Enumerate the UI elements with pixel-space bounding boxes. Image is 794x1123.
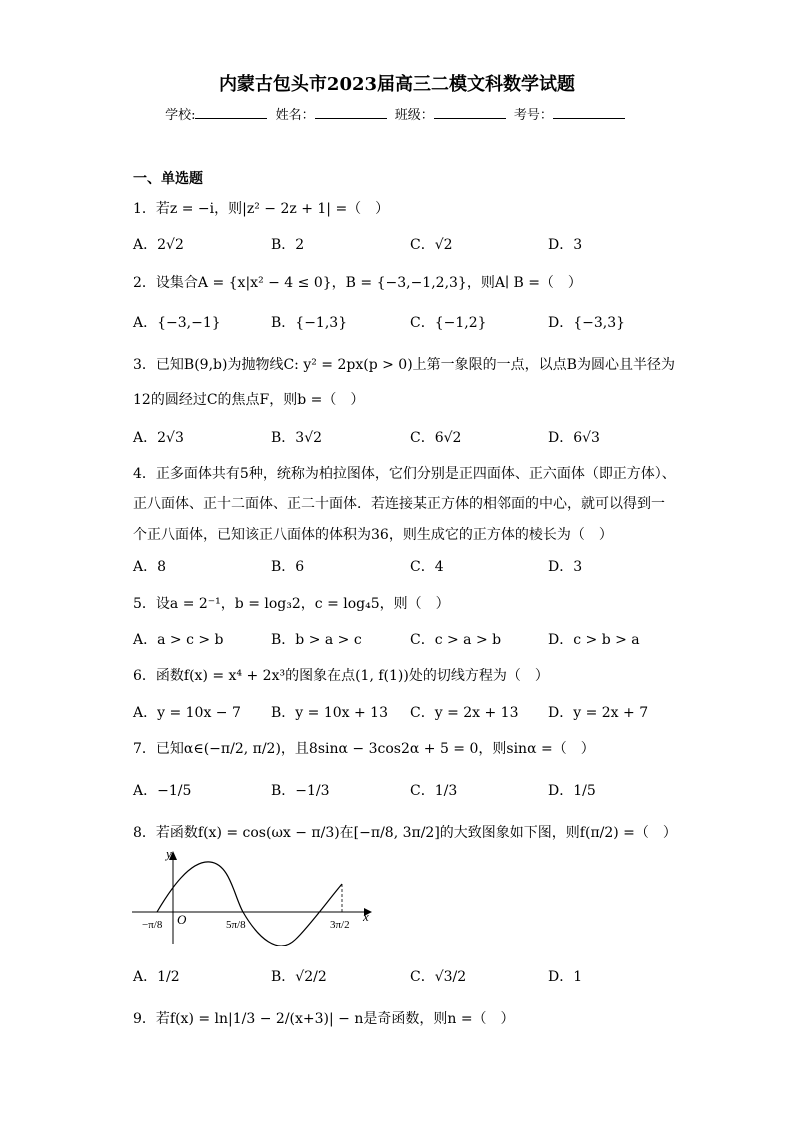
name-label: 姓名：: [275, 108, 315, 123]
option-d: D．3: [548, 559, 583, 575]
option-d: D．6√3: [548, 430, 600, 446]
option-a: A．−1/5: [133, 783, 192, 799]
option-b: B．b > a > c: [271, 632, 362, 648]
school-blank: [195, 106, 267, 119]
number-label: 考号：: [513, 108, 553, 123]
x-label: x: [363, 909, 369, 924]
name-blank: [315, 106, 387, 119]
question-4-line-2: 正八面体、正十二面体、正二十面体．若连接某正方体的相邻面的中心，就可以得到一: [133, 496, 665, 512]
option-a: A．2√2: [133, 237, 184, 253]
option-d: D．c > b > a: [548, 632, 640, 648]
option-a: A．1/2: [133, 969, 180, 985]
option-d: D．{−3,3}: [548, 315, 626, 331]
option-c: C．{−1,2}: [410, 315, 487, 331]
class-label: 班级：: [394, 108, 434, 123]
cosine-graph: [130, 846, 380, 946]
question-6: 6．函数f(x) = x⁴ + 2x³的图象在点(1, f(1))处的切线方程为（ ）: [133, 668, 549, 684]
option-c: C．√2: [410, 237, 453, 253]
option-d: D．3: [548, 237, 583, 253]
option-b: B．3√2: [271, 430, 323, 446]
question-5: 5．设a = 2⁻¹，b = log₃2，c = log₄5，则（ ）: [133, 596, 450, 612]
option-b: B．{−1,3}: [271, 315, 348, 331]
number-blank: [553, 106, 625, 119]
section-heading: 一、单选题: [133, 171, 203, 187]
student-info: [0, 104, 794, 123]
question-1: 1．若z = −i，则|z² − 2z + 1| =（ ）: [133, 201, 390, 217]
origin-label: O: [177, 912, 187, 927]
question-3-line-1: 3．已知B(9,b)为抛物线C: y² = 2px(p > 0)上第一象限的一点，以点B为圆心且半径为: [133, 357, 675, 373]
option-c: C．6√2: [410, 430, 462, 446]
question-7: 7．已知α∈(−π/2, π/2)，且8sinα − 3cos2α + 5 = 0，则sinα =（ ）: [133, 741, 595, 757]
y-label: y: [166, 846, 172, 861]
option-a: A．2√3: [133, 430, 184, 446]
class-blank: [434, 106, 506, 119]
option-a: A．{−3,−1}: [133, 315, 221, 331]
question-8: 8．若函数f(x) = cos(ωx − π/3)在[−π/8, 3π/2]的大致图象如下图，则f(π/2) =（ ）: [133, 825, 677, 841]
tick-3pi-2: 3π/2: [330, 919, 350, 931]
cosine-curve: [157, 862, 342, 946]
page-title: 内蒙古包头市2023届高三二模文科数学试题: [218, 74, 576, 95]
option-a: A．a > c > b: [133, 632, 224, 648]
tick-5pi-8: 5π/8: [226, 919, 246, 931]
option-c: C．√3/2: [410, 969, 467, 985]
option-c: C．4: [410, 559, 444, 575]
option-d: D．1/5: [548, 783, 596, 799]
option-c: C．c > a > b: [410, 632, 502, 648]
school-label: 学校:: [165, 108, 196, 123]
tick-neg-pi-8: −π/8: [142, 919, 163, 931]
option-b: B．y = 10x + 13: [271, 705, 388, 721]
option-a: A．y = 10x − 7: [133, 705, 241, 721]
option-d: D．y = 2x + 7: [548, 705, 649, 721]
option-b: B．6: [271, 559, 305, 575]
option-b: B．−1/3: [271, 783, 330, 799]
option-c: C．1/3: [410, 783, 458, 799]
option-b: B．2: [271, 237, 305, 253]
option-a: A．8: [133, 559, 167, 575]
option-b: B．√2/2: [271, 969, 327, 985]
question-4-line-1: 4．正多面体共有5种，统称为柏拉图体，它们分别是正四面体、正六面体（即正方体）、: [133, 466, 676, 482]
question-3-line-2: 12的圆经过C的焦点F，则b =（ ）: [133, 392, 365, 408]
question-2: 2．设集合A = {x|x² − 4 ≤ 0}，B = {−3,−1,2,3}，则A∣ B =（ ）: [133, 275, 582, 291]
question-9: 9．若f(x) = ln|1/3 − 2/(x+3)| − n是奇函数，则n =（ ）: [133, 1011, 515, 1027]
option-d: D．1: [548, 969, 583, 985]
question-4-line-3: 个正八面体，已知该正八面体的体积为36，则生成它的正方体的棱长为（ ）: [133, 527, 613, 543]
option-c: C．y = 2x + 13: [410, 705, 519, 721]
